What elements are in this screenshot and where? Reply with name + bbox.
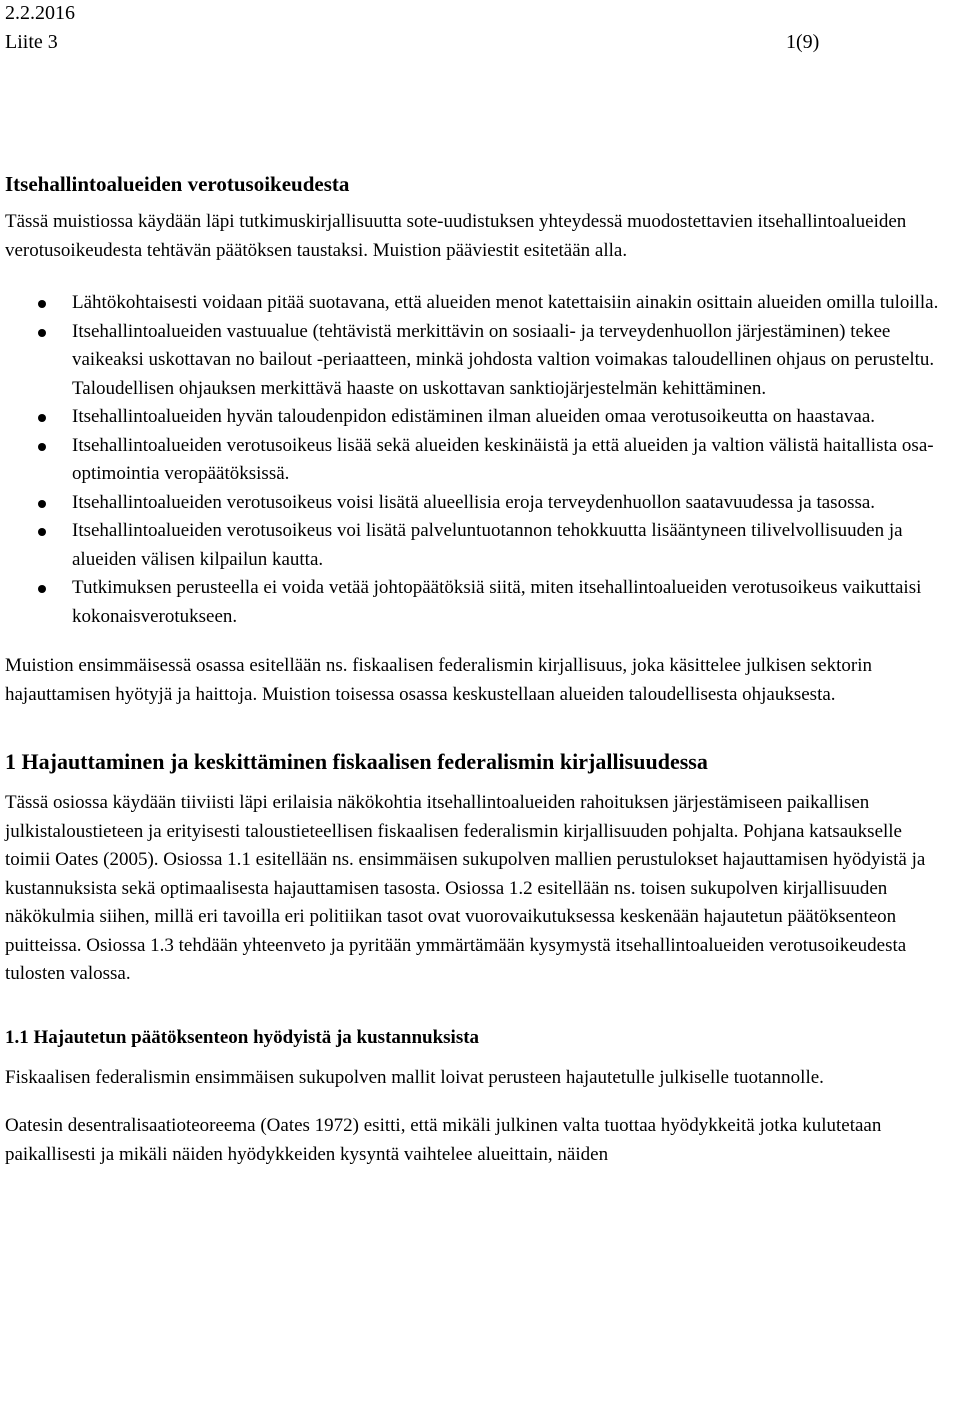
key-message-text: Itsehallintoalueiden verotusoikeus voisi lisätä alueellisia eroja terveydenhuollon saatavuudessa ja tasossa.: [72, 491, 876, 513]
key-message-item: [5, 289, 950, 318]
key-message-text: Itsehallintoalueiden verotusoikeus lisää sekä alueiden keskinäistä ja että alueiden ja valtion välistä haitallista osa-optimointia veropäätöksissä.: [72, 434, 934, 484]
bullet-icon: [38, 414, 46, 422]
key-message-item: [5, 574, 950, 631]
section-1-1-heading: 1.1 Hajautetun päätöksenteon hyödyistä ja kustannuksista: [5, 1026, 480, 1048]
key-message-text: Itsehallintoalueiden verotusoikeus voi lisätä palveluntuotannon tehokkuutta lisääntyneen tilivelvollisuuden ja alueiden välisen kilpailun kautta.: [72, 520, 903, 570]
section-1-heading: 1 Hajauttaminen ja keskittäminen fiskaalisen federalismin kirjallisuudessa: [5, 749, 708, 774]
bullet-icon: [38, 443, 46, 451]
header-page-number: 1(9): [786, 31, 820, 53]
document-body: [5, 170, 950, 1169]
section-1-1-paragraph-2: Oatesin desentralisaatioteoreema (Oates 1972) esitti, että mikäli julkinen valta tuottaa hyödykkeitä jotka kulutetaan paikallisesti ja mikäli näiden hyödykkeiden kysyntä vaihtelee alueittain, näiden: [5, 1115, 882, 1165]
summary-paragraph: Muistion ensimmäisessä osassa esitellään ns. fiskaalisen federalismin kirjallisuus, joka käsittelee julkisen sektorin hajauttamisen hyötyjä ja haittoja. Muistion toisessa osassa keskustellaan alueiden taloudellisesta ohjauksesta.: [5, 655, 872, 705]
key-message-text: Lähtökohtaisesti voidaan pitää suotavana, että alueiden menot katettaisiin ainakin osittain alueiden omilla tuloilla.: [72, 292, 939, 313]
key-messages-list: [5, 289, 950, 631]
bullet-icon: [38, 528, 46, 536]
key-message-item: [5, 432, 950, 489]
intro-paragraph: Tässä muistiossa käydään läpi tutkimuskirjallisuutta sote-uudistuksen yhteydessä muodostettavien itsehallintoalueiden verotusoikeudesta tehtävän päätöksen taustaksi. Muistion pääviestit esitetään alla.: [5, 211, 907, 261]
key-message-text: Tutkimuksen perusteella ei voida vetää johtopäätöksiä siitä, miten itsehallintoalueiden verotusoikeus vaikuttaisi kokonaisverotukseen.: [72, 577, 922, 627]
key-message-item: [5, 318, 950, 404]
bullet-icon: [38, 329, 46, 337]
bullet-icon: [38, 585, 46, 593]
key-message-item: [5, 489, 950, 518]
document-title: Itsehallintoalueiden verotusoikeudesta: [5, 172, 350, 196]
section-1-1-paragraph-1: Fiskaalisen federalismin ensimmäisen sukupolven mallit loivat perusteen hajautetulle julkiselle tuotannolle.: [5, 1066, 824, 1088]
key-message-item: [5, 517, 950, 574]
bullet-icon: [38, 300, 46, 308]
header-attachment-label: Liite 3: [5, 31, 58, 53]
header-date: 2.2.2016: [5, 2, 75, 24]
key-message-text: Itsehallintoalueiden hyvän taloudenpidon edistäminen ilman alueiden omaa verotusoikeutta on haastavaa.: [72, 406, 876, 427]
bullet-icon: [38, 500, 46, 508]
key-message-text: Itsehallintoalueiden vastuualue (tehtävistä merkittävin on sosiaali- ja terveydenhuollon järjestäminen) tekee vaikeaksi uskottavan no bailout -periaatteen, minkä johdosta valtion voimakas taloudellinen ohjaus on perusteltu. Taloudellisen ohjauksen merkittävä haaste on uskottavan sanktiojärjestelmän kehittäminen.: [72, 320, 935, 399]
section-1-paragraph: Tässä osiossa käydään tiiviisti läpi erilaisia näkökohtia itsehallintoalueiden rahoituksen järjestämiseen paikallisen julkistaloustieteen ja erityisesti taloustieteellisen fiskaalisen federalismin kirjallisuuden pohjalta. Pohjana katsaukselle toimii Oates (2005). Osiossa 1.1 esitellään ns. ensimmäisen sukupolven mallien perustulokset hajauttamisen hyödyistä ja kustannuksista sekä optimaalisesta hajauttamisen tasosta. Osiossa 1.2 esitellään ns. toisen sukupolven kirjallisuuden näkökulmia siihen, millä eri tavoilla eri politiikan tasot ovat vuorovaikutuksessa keskenään hajautetun päätöksenteon puitteissa. Osiossa 1.3 tehdään yhteenveto ja pyritään ymmärtämään kysymystä itsehallintoalueiden verotusoikeudesta tulosten valossa.: [5, 792, 926, 984]
key-message-item: [5, 403, 950, 432]
